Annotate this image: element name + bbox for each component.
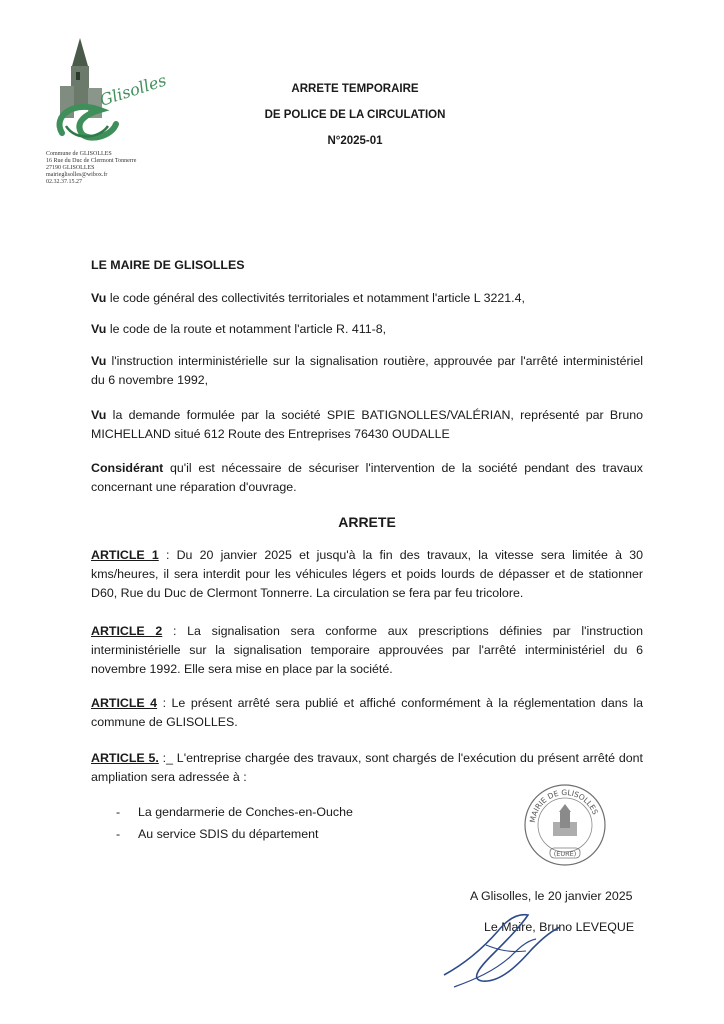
- vu-text: l'instruction interministérielle sur la signalisation routière, approuvée par l'arrêté interministériel du 6 novembre 1992,: [91, 354, 643, 387]
- article-1-text: : Du 20 janvier 2025 et jusqu'à la fin des travaux, la vitesse sera limitée à 30 kms/heures, il sera interdit pour les véhicules légers et poids lourds de dépasser et de stationner D60, Rue du Duc de Clermont Tonnerre. La circulation se fera par feu tricolore.: [91, 548, 643, 600]
- commune-street: 16 Rue du Duc de Clermont Tonnerre: [46, 158, 137, 164]
- vu-paragraph-4: [91, 406, 643, 444]
- maire-heading: LE MAIRE DE GLISOLLES: [91, 258, 245, 272]
- document-title: [240, 80, 470, 158]
- article-2: [91, 622, 643, 679]
- article-5-text: :_ L'entreprise chargée des travaux, sont chargés de l'exécution du présent arrêté dont ampliation sera adressée à :: [91, 751, 643, 784]
- place-date-line: A Glisolles, le 20 janvier 2025: [470, 889, 633, 903]
- list-item: - Au service SDIS du département: [116, 827, 319, 841]
- vu-label: Vu: [91, 322, 107, 336]
- vu-text: le code général des collectivités territoriales et notamment l'article L 3221.4,: [106, 291, 525, 305]
- considerant-label: Considérant: [91, 461, 164, 475]
- signatory-line: Le Maire, Bruno LEVEQUE: [484, 920, 635, 934]
- article-4-label: ARTICLE 4: [91, 696, 158, 710]
- vu-label: Vu: [91, 291, 107, 305]
- vu-label: Vu: [91, 354, 107, 368]
- handwritten-signature: [436, 905, 566, 993]
- vu-paragraph-2: [91, 320, 643, 339]
- title-line-3: N°2025-01: [327, 135, 383, 147]
- article-2-label: ARTICLE 2: [91, 624, 163, 638]
- vu-paragraph-1: [91, 289, 643, 308]
- considerant-paragraph: [91, 459, 643, 497]
- considerant-text: qu'il est nécessaire de sécuriser l'intervention de la société pendant des travaux concernant une réparation d'ouvrage.: [91, 461, 643, 494]
- commune-name: Commune de GLISOLLES: [46, 151, 112, 157]
- arrete-heading: ARRETE: [338, 514, 396, 530]
- article-5-label: ARTICLE 5.: [91, 751, 159, 765]
- commune-email: mairieglisolles@wibox.fr: [46, 172, 108, 178]
- commune-address-block: [46, 151, 136, 186]
- list-item-text: Au service SDIS du département: [138, 827, 319, 841]
- commune-logo: [52, 38, 169, 148]
- list-item-text: La gendarmerie de Conches-en-Ouche: [138, 805, 353, 819]
- article-4: [91, 694, 643, 732]
- vu-text: la demande formulée par la société SPIE BATIGNOLLES/VALÉRIAN, représenté par Bruno MICHELLAND situé 612 Route des Entreprises 76430 OUDALLE: [91, 408, 643, 441]
- svg-text:MAIRIE DE GLISOLLES: MAIRIE DE GLISOLLES: [527, 787, 600, 824]
- article-4-text: : Le présent arrêté sera publié et affiché conformément à la réglementation dans la commune de GLISOLLES.: [91, 696, 643, 729]
- title-line-1: ARRETE TEMPORAIRE: [291, 83, 419, 95]
- commune-postcode: 27190 GLISOLLES: [46, 165, 95, 171]
- title-line-2: DE POLICE DE LA CIRCULATION: [264, 109, 446, 121]
- article-1: [91, 546, 643, 603]
- svg-text:(EURE): (EURE): [553, 850, 577, 858]
- vu-paragraph-3: [91, 352, 643, 390]
- vu-label: Vu: [91, 408, 107, 422]
- svg-text:Glisolles: Glisolles: [97, 70, 169, 110]
- list-item: - La gendarmerie de Conches-en-Ouche: [116, 805, 353, 819]
- article-2-text: : La signalisation sera conforme aux prescriptions définies par l'instruction interministérielle sur la signalisation temporaire approuvées par l'arrêté interministériel du 6 novembre 1992. Elle sera mise en place par la société.: [91, 624, 643, 676]
- vu-text: le code de la route et notamment l'article R. 411-8,: [106, 322, 387, 336]
- commune-phone: 02.32.37.15.27: [46, 179, 82, 185]
- mairie-stamp: [522, 782, 608, 868]
- article-1-label: ARTICLE 1: [91, 548, 159, 562]
